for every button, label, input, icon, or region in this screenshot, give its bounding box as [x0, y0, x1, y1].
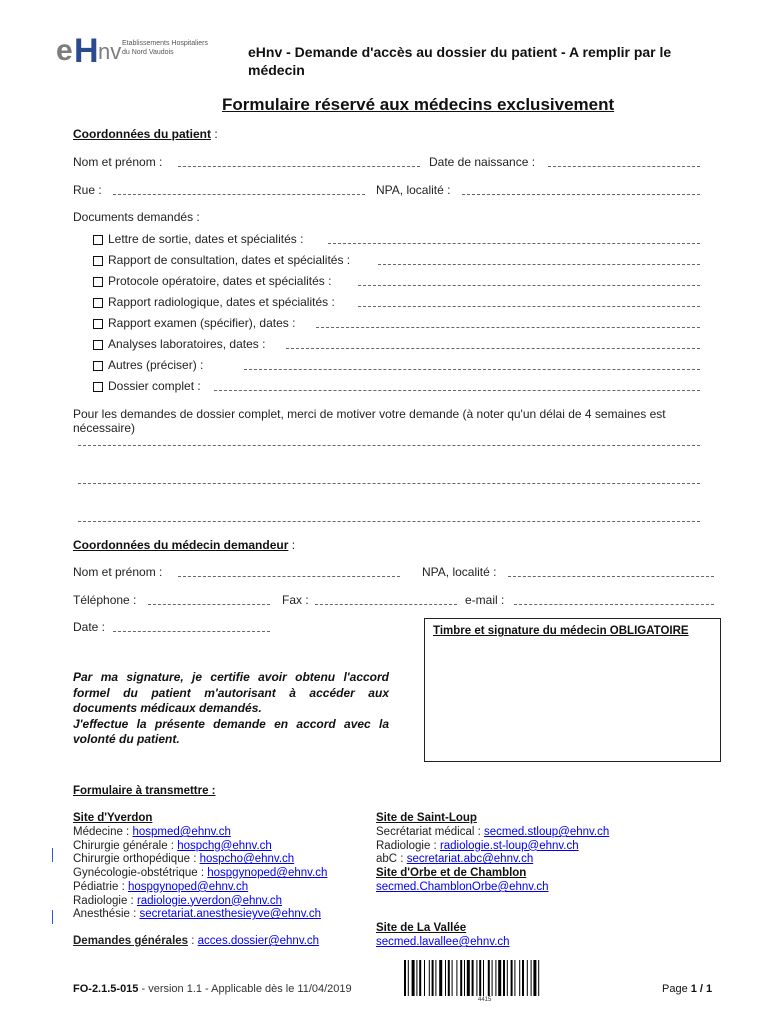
checkbox-rapport-consultation[interactable] — [93, 256, 103, 266]
barcode-bar — [448, 960, 450, 996]
contact-label: Secrétariat médical : — [376, 826, 485, 838]
email-link[interactable]: secretariat.anesthesieyve@ehnv.ch — [139, 908, 321, 921]
doc-label-analyses-laboratoires: Analyses laboratoires, dates : — [108, 337, 266, 351]
logo-tagline-2: du Nord Vaudois — [122, 49, 174, 56]
transmit-heading: Formulaire à transmettre : — [73, 785, 216, 797]
barcode-bar — [522, 960, 524, 996]
doc-field-rapport-examen[interactable] — [316, 327, 700, 328]
logo-tagline-1: Etablissements Hospitaliers — [122, 40, 208, 47]
doctor-npa-label: NPA, localité : — [422, 565, 497, 579]
checkbox-analyses-laboratoires[interactable] — [93, 340, 103, 350]
patient-heading-suffix: : — [211, 127, 218, 141]
contact-label: Gynécologie-obstétrique : — [73, 867, 208, 880]
patient-heading — [73, 127, 218, 141]
contact-row — [73, 881, 327, 895]
email-link[interactable]: hospmed@ehnv.ch — [132, 826, 231, 838]
motivation-line-1[interactable] — [78, 445, 700, 446]
barcode-bar — [460, 960, 462, 996]
contact-label: abC : — [376, 853, 407, 866]
barcode-bar — [416, 960, 417, 996]
email-link[interactable]: hospchg@ehnv.ch — [177, 839, 272, 852]
email-link[interactable]: secretariat.abc@ehnv.ch — [406, 853, 534, 866]
checkbox-lettre-sortie[interactable] — [93, 235, 103, 245]
contact-label: Anesthésie : — [73, 908, 140, 921]
contact-row — [73, 840, 327, 854]
barcode-bar — [483, 960, 484, 996]
yverdon-contacts — [73, 826, 327, 922]
checkbox-rapport-radiologique[interactable] — [93, 298, 103, 308]
barcode-bar — [507, 960, 508, 996]
doctor-email-field[interactable] — [514, 604, 714, 605]
checkbox-autres[interactable] — [93, 361, 103, 371]
contact-label: Chirurgie générale : — [73, 839, 178, 852]
logo-nv: nv — [98, 39, 122, 64]
margin-mark — [52, 910, 53, 924]
cert-line-4: J'effectue la présente demande en accord avec la — [73, 716, 389, 731]
patient-npa-field[interactable] — [462, 194, 700, 195]
barcode-bar — [476, 960, 477, 996]
general-requests-sep: : — [188, 935, 198, 947]
doc-field-autres[interactable] — [244, 369, 700, 370]
version-text: - version 1.1 - Applicable dès le 11/04/2019 — [138, 983, 352, 995]
doctor-phone-label: Téléphone : — [73, 593, 137, 607]
barcode-bar — [412, 960, 415, 996]
footer-version — [73, 983, 352, 995]
barcode-bar — [492, 960, 493, 996]
barcode-bar — [498, 960, 501, 996]
barcode-bar — [467, 960, 470, 996]
contact-row — [73, 867, 327, 881]
barcode-bar — [404, 960, 406, 996]
doctor-heading-suffix: : — [288, 538, 296, 552]
site-vallee-title: Site de La Vallée — [376, 922, 467, 934]
general-requests — [73, 935, 319, 947]
header-title-2: médecin — [248, 62, 305, 78]
barcode-bar — [445, 960, 446, 996]
certification-text — [73, 670, 389, 748]
barcode-bar — [408, 960, 409, 996]
contact-row — [73, 853, 327, 867]
contact-label: Radiologie : — [376, 839, 440, 852]
doc-label-protocole-operatoire: Protocole opératoire, dates et spécialités : — [108, 274, 332, 288]
doctor-email-label: e-mail : — [465, 593, 505, 607]
email-link[interactable]: radiologie.st-loup@ehnv.ch — [439, 839, 579, 852]
margin-mark — [52, 848, 53, 862]
doc-field-dossier-complet[interactable] — [214, 390, 700, 391]
logo-e: e — [56, 34, 73, 67]
contact-row — [73, 908, 327, 922]
page-number — [662, 983, 712, 995]
barcode-bar — [527, 960, 528, 996]
contact-row — [376, 826, 609, 840]
motivation-line-3[interactable] — [78, 521, 700, 522]
complete-file-note-2: nécessaire) — [73, 421, 136, 435]
patient-heading-text: Coordonnées du patient — [73, 127, 211, 141]
barcode-bar — [435, 960, 436, 996]
doc-label-rapport-radiologique: Rapport radiologique, dates et spécialités : — [108, 295, 335, 309]
patient-name-label: Nom et prénom : — [73, 155, 163, 169]
doc-label-rapport-examen: Rapport examen (spécifier), dates : — [108, 316, 296, 330]
patient-street-label: Rue : — [73, 183, 102, 197]
barcode-bar — [514, 960, 515, 996]
patient-name-field[interactable] — [178, 166, 420, 167]
patient-street-field[interactable] — [113, 194, 365, 195]
barcode-bar — [533, 960, 536, 996]
documents-label: Documents demandés : — [73, 210, 200, 224]
barcode-bar — [432, 960, 434, 996]
general-requests-label: Demandes générales — [73, 935, 189, 947]
checkbox-rapport-examen[interactable] — [93, 319, 103, 329]
site-orbe-title: Site d'Orbe et de Chamblon — [376, 867, 527, 879]
patient-dob-label: Date de naissance : — [429, 155, 536, 169]
site-yverdon-title: Site d'Yverdon — [73, 812, 153, 824]
barcode-bar — [538, 960, 539, 996]
complete-file-note-1: Pour les demandes de dossier complet, merci de motiver votre demande (à noter qu'un délai de 4 semaines est — [73, 407, 666, 421]
page-title: Formulaire réservé aux médecins exclusivement — [222, 95, 615, 114]
cert-line-1: Par ma signature, je certifie avoir obtenu l'accord — [73, 670, 389, 684]
doc-field-rapport-radiologique[interactable] — [358, 306, 700, 307]
doctor-phone-field[interactable] — [148, 604, 270, 605]
barcode-bar — [419, 960, 421, 996]
motivation-line-2[interactable] — [78, 483, 700, 484]
contact-label: Chirurgie orthopédique : — [73, 853, 200, 866]
contact-label: Radiologie : — [73, 894, 137, 907]
barcode-bar — [511, 960, 513, 996]
patient-npa-label: NPA, localité : — [376, 183, 451, 197]
cert-line-3: documents médicaux demandés. — [73, 701, 262, 715]
email-link[interactable]: hospgynoped@ehnv.ch — [127, 880, 249, 893]
doc-label-lettre-sortie: Lettre de sortie, dates et spécialités : — [108, 232, 304, 246]
email-link[interactable]: hospcho@ehnv.ch — [199, 853, 295, 866]
barcode-bar — [503, 960, 505, 996]
contact-label: Pédiatrie : — [73, 880, 128, 893]
barcode-bar — [495, 960, 496, 996]
doctor-name-label: Nom et prénom : — [73, 565, 163, 579]
barcode-bar — [439, 960, 442, 996]
barcode-bar — [488, 960, 490, 996]
stamp-signature-box[interactable] — [424, 618, 721, 762]
contact-row — [73, 895, 327, 909]
logo — [56, 34, 216, 70]
doc-field-rapport-consultation[interactable] — [378, 264, 700, 265]
barcode-number: 4415 — [478, 997, 492, 1003]
orbe-email[interactable]: secmed.ChamblonOrbe@ehnv.ch — [376, 881, 549, 893]
page-label: Page — [662, 983, 691, 995]
barcode-bar — [519, 960, 520, 996]
doc-label-rapport-consultation: Rapport de consultation, dates et spécialités : — [108, 253, 351, 267]
barcode — [404, 960, 568, 998]
barcode-bar — [479, 960, 481, 996]
doctor-date-field[interactable] — [113, 631, 270, 632]
barcode-bar — [472, 960, 474, 996]
doctor-fax-field[interactable] — [315, 604, 457, 605]
doc-field-analyses-laboratoires[interactable] — [286, 348, 700, 349]
checkbox-protocole-operatoire[interactable] — [93, 277, 103, 287]
cert-line-2: formel du patient m'autorisant à accéder aux — [73, 685, 389, 700]
form-code: FO-2.1.5-015 — [73, 983, 139, 995]
doctor-npa-field[interactable] — [508, 576, 714, 577]
doctor-heading-text: Coordonnées du médecin demandeur — [73, 538, 289, 552]
barcode-bar — [456, 960, 457, 996]
doc-label-dossier-complet: Dossier complet : — [108, 379, 201, 393]
contact-row — [376, 853, 609, 867]
contact-row — [376, 840, 609, 854]
checkbox-dossier-complet[interactable] — [93, 382, 103, 392]
doctor-date-label: Date : — [73, 620, 106, 634]
barcode-bar — [429, 960, 430, 996]
barcode-bar — [531, 960, 532, 996]
contact-row — [73, 826, 327, 840]
barcode-bar — [424, 960, 425, 996]
doc-label-autres: Autres (préciser) : — [108, 358, 204, 372]
logo-h: H — [74, 32, 99, 70]
email-link[interactable]: radiologie.yverdon@ehnv.ch — [136, 894, 283, 907]
vallee-email[interactable]: secmed.lavallee@ehnv.ch — [376, 936, 510, 948]
doctor-fax-label: Fax : — [282, 593, 309, 607]
site-saint-loup-title: Site de Saint-Loup — [376, 812, 477, 824]
barcode-bar — [464, 960, 465, 996]
patient-dob-field[interactable] — [548, 166, 700, 167]
saint-loup-contacts — [376, 826, 609, 867]
page-count: 1 / 1 — [690, 983, 713, 995]
doctor-name-field[interactable] — [178, 576, 400, 577]
general-requests-email[interactable]: acces.dossier@ehnv.ch — [197, 935, 320, 947]
header-title-1: eHnv - Demande d'accès au dossier du patient - A remplir par le — [248, 44, 672, 60]
email-link[interactable]: secmed.stloup@ehnv.ch — [484, 826, 610, 838]
stamp-signature-label: Timbre et signature du médecin OBLIGATOIRE — [433, 625, 689, 637]
barcode-bar — [452, 960, 453, 996]
doc-field-lettre-sortie[interactable] — [328, 243, 700, 244]
cert-line-5: volonté du patient. — [73, 732, 180, 746]
contact-label: Médecine : — [73, 826, 133, 838]
doctor-heading — [73, 538, 295, 552]
doc-field-protocole-operatoire[interactable] — [358, 285, 700, 286]
email-link[interactable]: hospgynoped@ehnv.ch — [207, 867, 328, 880]
